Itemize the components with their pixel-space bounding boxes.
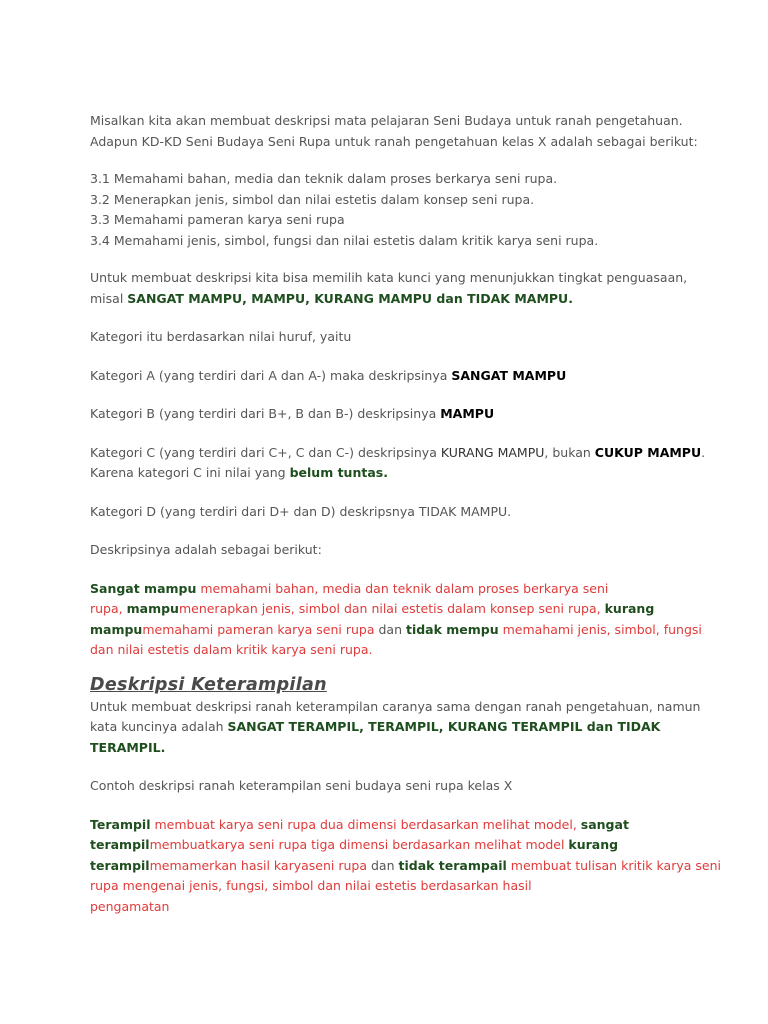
deskripsi-key: tidak mempu xyxy=(405,621,499,637)
kategori-a xyxy=(90,366,730,387)
keterampilan-key: kurang xyxy=(568,837,619,852)
keterampilan-prefix: kata kuncinya adalah xyxy=(90,719,228,734)
kategori-c-line-1 xyxy=(90,443,730,464)
keterampilan-key: tidak terampail xyxy=(398,857,507,873)
keterampilan-deskripsi xyxy=(90,815,730,918)
intro-line-1: Misalkan kita akan membuat deskripsi mata pelajaran Seni Budaya untuk ranah pengetahuan. xyxy=(90,113,683,128)
deskripsi-key: Sangat mampu xyxy=(90,580,197,596)
keterampilan-key: Terampil xyxy=(90,816,151,832)
keterampilan-intro-line-2 xyxy=(90,717,730,758)
deskripsi-intro: Deskripsinya adalah sebagai berikut: xyxy=(90,542,322,557)
keyword-separator: , xyxy=(359,719,369,734)
keterampilan-text: membuat tulisan kritik karya seni xyxy=(506,857,721,873)
keyword-terampil: TERAMPIL xyxy=(368,719,439,734)
keterampilan-key: terampil xyxy=(90,837,150,852)
contoh-keterampilan: Contoh deskripsi ranah keterampilan seni budaya seni rupa kelas X xyxy=(90,778,513,793)
heading-deskripsi-keterampilan: Deskripsi Keterampilan xyxy=(90,674,327,695)
keterampilan-intro-line-1: Untuk membuat deskripsi ranah keterampilan caranya sama dengan ranah pengetahuan, namun xyxy=(90,698,701,714)
kd-list xyxy=(90,169,730,251)
keterampilan-text: membuat karya seni rupa dua dimensi berdasarkan melihat model, xyxy=(150,816,581,832)
document-body xyxy=(90,111,730,917)
keterampilan-text: rupa mengenai jenis, fungsi, simbol dan nilai estetis berdasarkan hasil xyxy=(90,878,532,893)
keyword-kurang-terampil: KURANG TERAMPIL xyxy=(447,719,583,734)
keyword-tidak-mampu: TIDAK MAMPU. xyxy=(467,290,573,306)
kategori-c-belum-tuntas: belum tuntas. xyxy=(289,465,388,480)
deskripsi-text: dan nilai estetis dalam kritik karya seni rupa. xyxy=(90,642,373,657)
deskripsi-line-3 xyxy=(90,620,730,641)
keyword-separator: , xyxy=(305,290,315,306)
keywords-line-2 xyxy=(90,289,730,310)
deskripsi-text: menerapkan jenis, simbol dan nilai estetis dalam konsep seni rupa, xyxy=(178,601,605,616)
keterampilan-key: sangat xyxy=(580,816,629,832)
kategori-c xyxy=(90,443,730,484)
deskripsi-line-1 xyxy=(90,579,730,600)
kategori-c-text: Kategori C (yang terdiri dari C+, C dan C-) deskripsinya xyxy=(90,444,441,460)
keterampilan-line-1 xyxy=(90,815,730,836)
kategori-a-key: SANGAT MAMPU xyxy=(451,367,567,383)
kategori-c-dot: . xyxy=(701,444,706,460)
keywords-prefix: misal xyxy=(90,290,128,306)
keterampilan-line-5 xyxy=(90,897,730,918)
deskripsi-text: memahami bahan, media dan teknik dalam proses berkarya seni xyxy=(196,580,609,596)
kd-item: 3.3 Memahami pameran karya seni rupa xyxy=(90,212,345,227)
deskripsi-line-2 xyxy=(90,599,730,620)
kategori-b xyxy=(90,404,730,425)
deskripsi-key: mampu xyxy=(126,601,179,616)
kd-item: 3.4 Memahami jenis, simbol, fungsi dan nilai estetis dalam kritik karya seni rupa. xyxy=(90,232,599,248)
keyword-mampu: MAMPU xyxy=(251,290,306,306)
deskripsi-dan: dan xyxy=(374,621,406,637)
kategori-b-key: MAMPU xyxy=(440,406,495,421)
keyword-tidak-terampil: TIDAK TERAMPIL. xyxy=(90,719,661,755)
deskripsi-text: memahami pameran karya seni rupa xyxy=(142,621,375,637)
keyword-separator: , xyxy=(438,719,448,734)
keterampilan-line-2 xyxy=(90,835,730,856)
keyword-sangat-terampil: SANGAT TERAMPIL xyxy=(227,719,360,734)
keterampilan-text: memamerkan hasil karyaseni rupa xyxy=(149,857,368,873)
kategori-intro: Kategori itu berdasarkan nilai huruf, yaitu xyxy=(90,329,352,344)
keyword-kurang-mampu: KURANG MAMPU xyxy=(314,290,433,306)
kategori-b-text: Kategori B (yang terdiri dari B+, B dan B-) deskripsinya xyxy=(90,406,441,421)
deskripsi-text: rupa, xyxy=(90,601,127,616)
kd-item: 3.2 Menerapkan jenis, simbol dan nilai estetis dalam konsep seni rupa. xyxy=(90,191,535,207)
keterampilan-line-4 xyxy=(90,876,730,897)
kategori-c-bukan: , bukan xyxy=(544,444,595,460)
deskripsi-paragraph xyxy=(90,579,730,661)
kategori-d: Kategori D (yang terdiri dari D+ dan D) deskripsnya TIDAK MAMPU. xyxy=(90,503,512,519)
keyword-sangat-mampu: SANGAT MAMPU xyxy=(127,290,243,306)
deskripsi-line-4 xyxy=(90,640,730,661)
deskripsi-key: kurang xyxy=(604,601,655,616)
kategori-c-kurang: KURANG MAMPU xyxy=(440,444,545,460)
keywords-line-1: Untuk membuat deskripsi kita bisa memilih kata kunci yang menunjukkan tingkat penguasaan, xyxy=(90,270,688,285)
deskripsi-key: mampu xyxy=(90,621,143,637)
kategori-c-line2-text: Karena kategori C ini nilai yang xyxy=(90,465,290,480)
keterampilan-key: terampil xyxy=(90,857,150,873)
kategori-c-cukup: CUKUP MAMPU xyxy=(594,444,702,460)
deskripsi-text: memahami jenis, simbol, fungsi xyxy=(498,621,702,637)
keyword-separator: , xyxy=(242,290,252,306)
keywords-paragraph xyxy=(90,268,730,309)
keterampilan-dan: dan xyxy=(367,857,399,873)
keterampilan-line-3 xyxy=(90,856,730,877)
kategori-a-text: Kategori A (yang terdiri dari A dan A-) maka deskripsinya xyxy=(90,367,452,383)
keyword-dan: dan xyxy=(432,290,468,306)
keterampilan-text: membuatkarya seni rupa tiga dimensi berdasarkan melihat model xyxy=(149,837,569,852)
kategori-c-line-2 xyxy=(90,463,730,484)
keterampilan-text: pengamatan xyxy=(90,898,170,914)
keterampilan-intro xyxy=(90,697,730,759)
keyword-dan: dan xyxy=(582,719,618,734)
intro-line-2: Adapun KD-KD Seni Budaya Seni Rupa untuk ranah pengetahuan kelas X adalah sebagai berikut: xyxy=(90,133,698,149)
kd-item: 3.1 Memahami bahan, media dan teknik dalam proses berkarya seni rupa. xyxy=(90,171,558,186)
